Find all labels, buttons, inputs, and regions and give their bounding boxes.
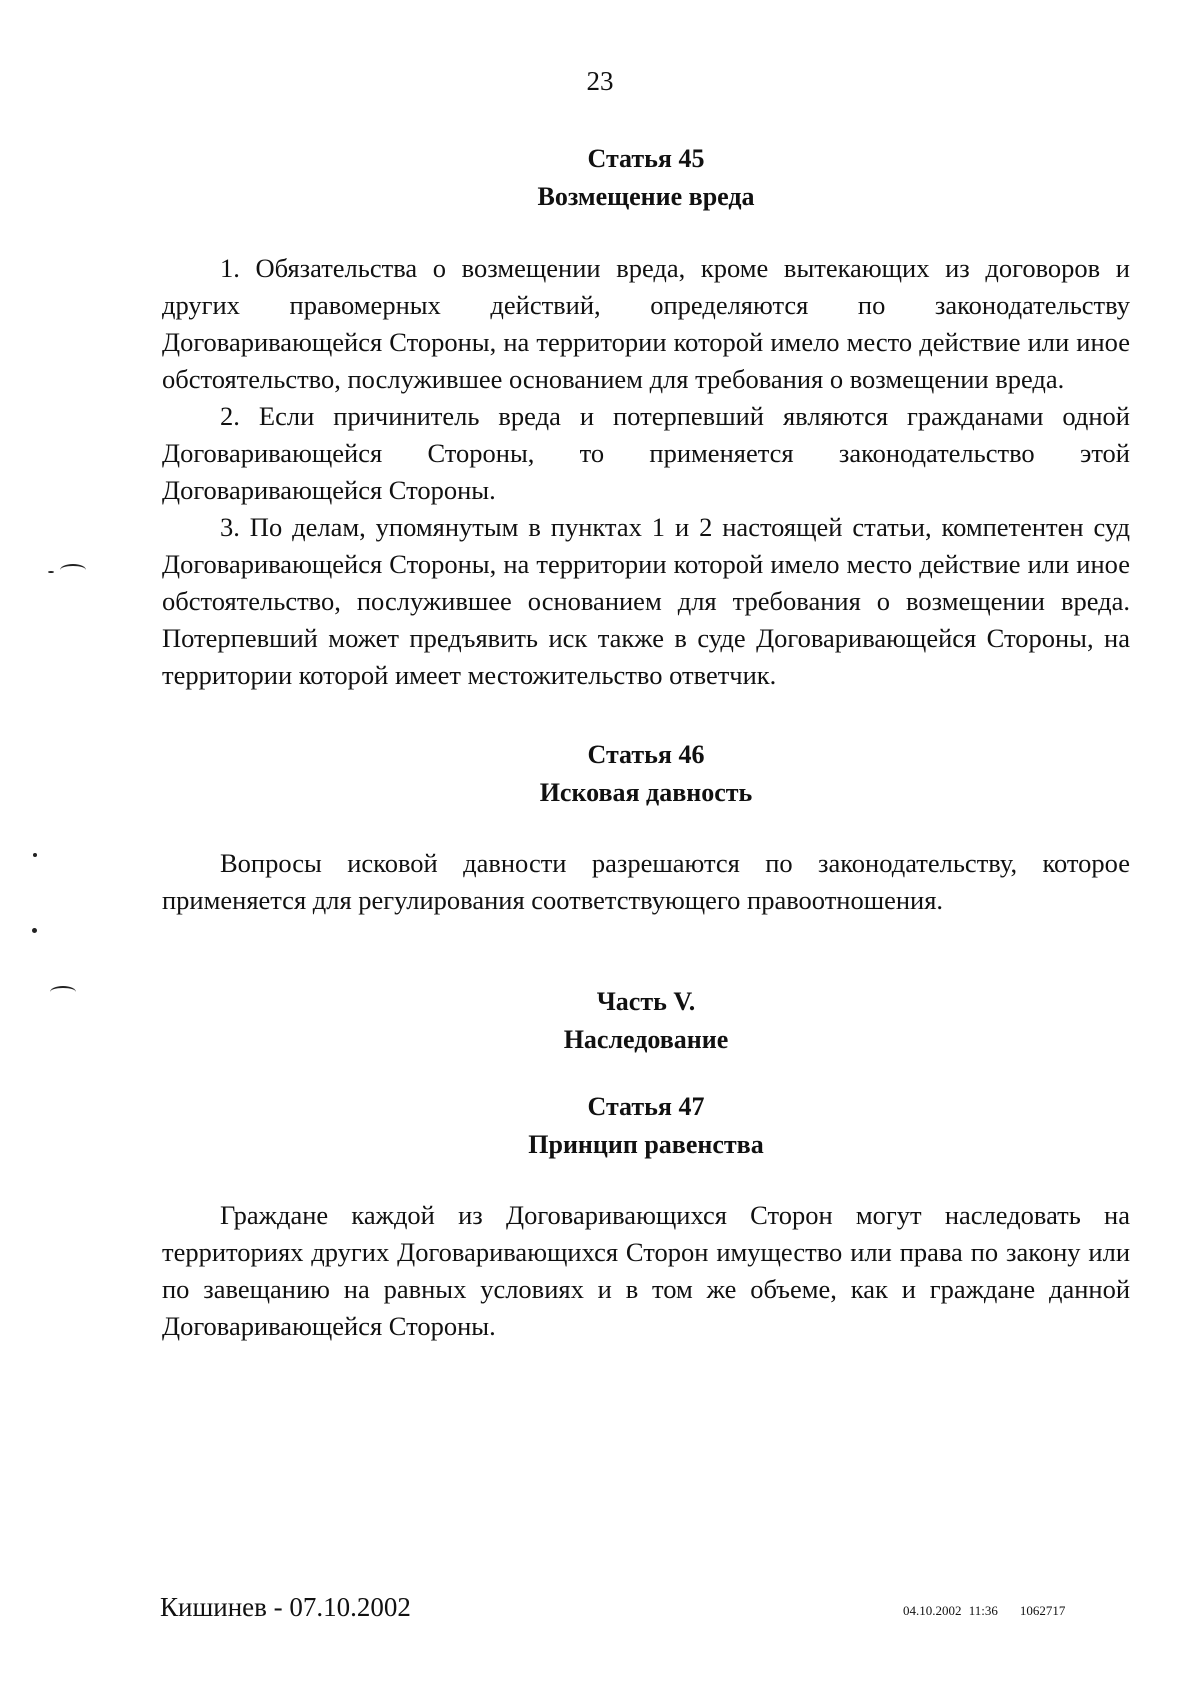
article-title: Возмещение вреда <box>537 182 755 211</box>
paragraph: 1. Обязательства о возмещении вреда, кроме вытекающих из договоров и других правомерных действий, определяются по законодательству Договаривающейся Стороны, на территории которой имело место действие или иное обстоятельство, послужившее основанием для требования о возмещении вреда. <box>162 253 1130 394</box>
article-number: Статья 47 <box>587 1092 705 1121</box>
scan-mark <box>50 986 76 998</box>
paragraph: 2. Если причинитель вреда и потерпевший являются гражданами одной Договаривающейся Стороны, то применяется законодательство этой Договаривающейся Стороны. <box>162 401 1130 505</box>
stamp-doc-number: 1062717 <box>1019 1603 1066 1618</box>
page-number: 23 <box>586 66 614 96</box>
scan-mark <box>33 853 37 857</box>
paragraph: 3. По делам, упомянутым в пунктах 1 и 2 настоящей статьи, компетентен суд Договаривающейся Стороны, на территории которой имело место действие или иное обстоятельство, послужившее основанием для требования о возмещении вреда. Потерпевший может предъявить иск также в суде Договаривающейся Стороны, на территории которой имеет местожительство ответчик. <box>162 512 1130 690</box>
footer-stamp <box>903 1603 1065 1619</box>
article-title: Исковая давность <box>539 778 753 807</box>
paragraph: Вопросы исковой давности разрешаются по законодательству, которое применяется для регулирования соответствующего правоотношения. <box>162 848 1130 915</box>
article-number: Статья 45 <box>587 144 705 173</box>
scan-mark <box>48 571 54 573</box>
stamp-datetime: 04.10.2002 11:36 <box>903 1603 998 1618</box>
article-title: Принцип равенства <box>528 1130 764 1159</box>
part-title: Наследование <box>563 1025 729 1054</box>
article-45-heading <box>162 140 1130 216</box>
part-number: Часть V. <box>596 987 696 1016</box>
document-body <box>162 140 1130 1345</box>
article-46-heading <box>162 736 1130 812</box>
scan-mark <box>32 928 37 933</box>
footer-place-date: Кишинев - 07.10.2002 <box>160 1592 411 1622</box>
paragraph: Граждане каждой из Договаривающихся Сторон могут наследовать на территориях других Договаривающихся Сторон имущество или права по закону или по завещанию на равных условиях и в том же объеме, как и граждане данной Договаривающейся Стороны. <box>162 1200 1130 1341</box>
article-number: Статья 46 <box>587 740 705 769</box>
article-47-heading <box>162 1088 1130 1164</box>
scan-mark <box>60 564 86 576</box>
part-5-heading <box>162 983 1130 1059</box>
